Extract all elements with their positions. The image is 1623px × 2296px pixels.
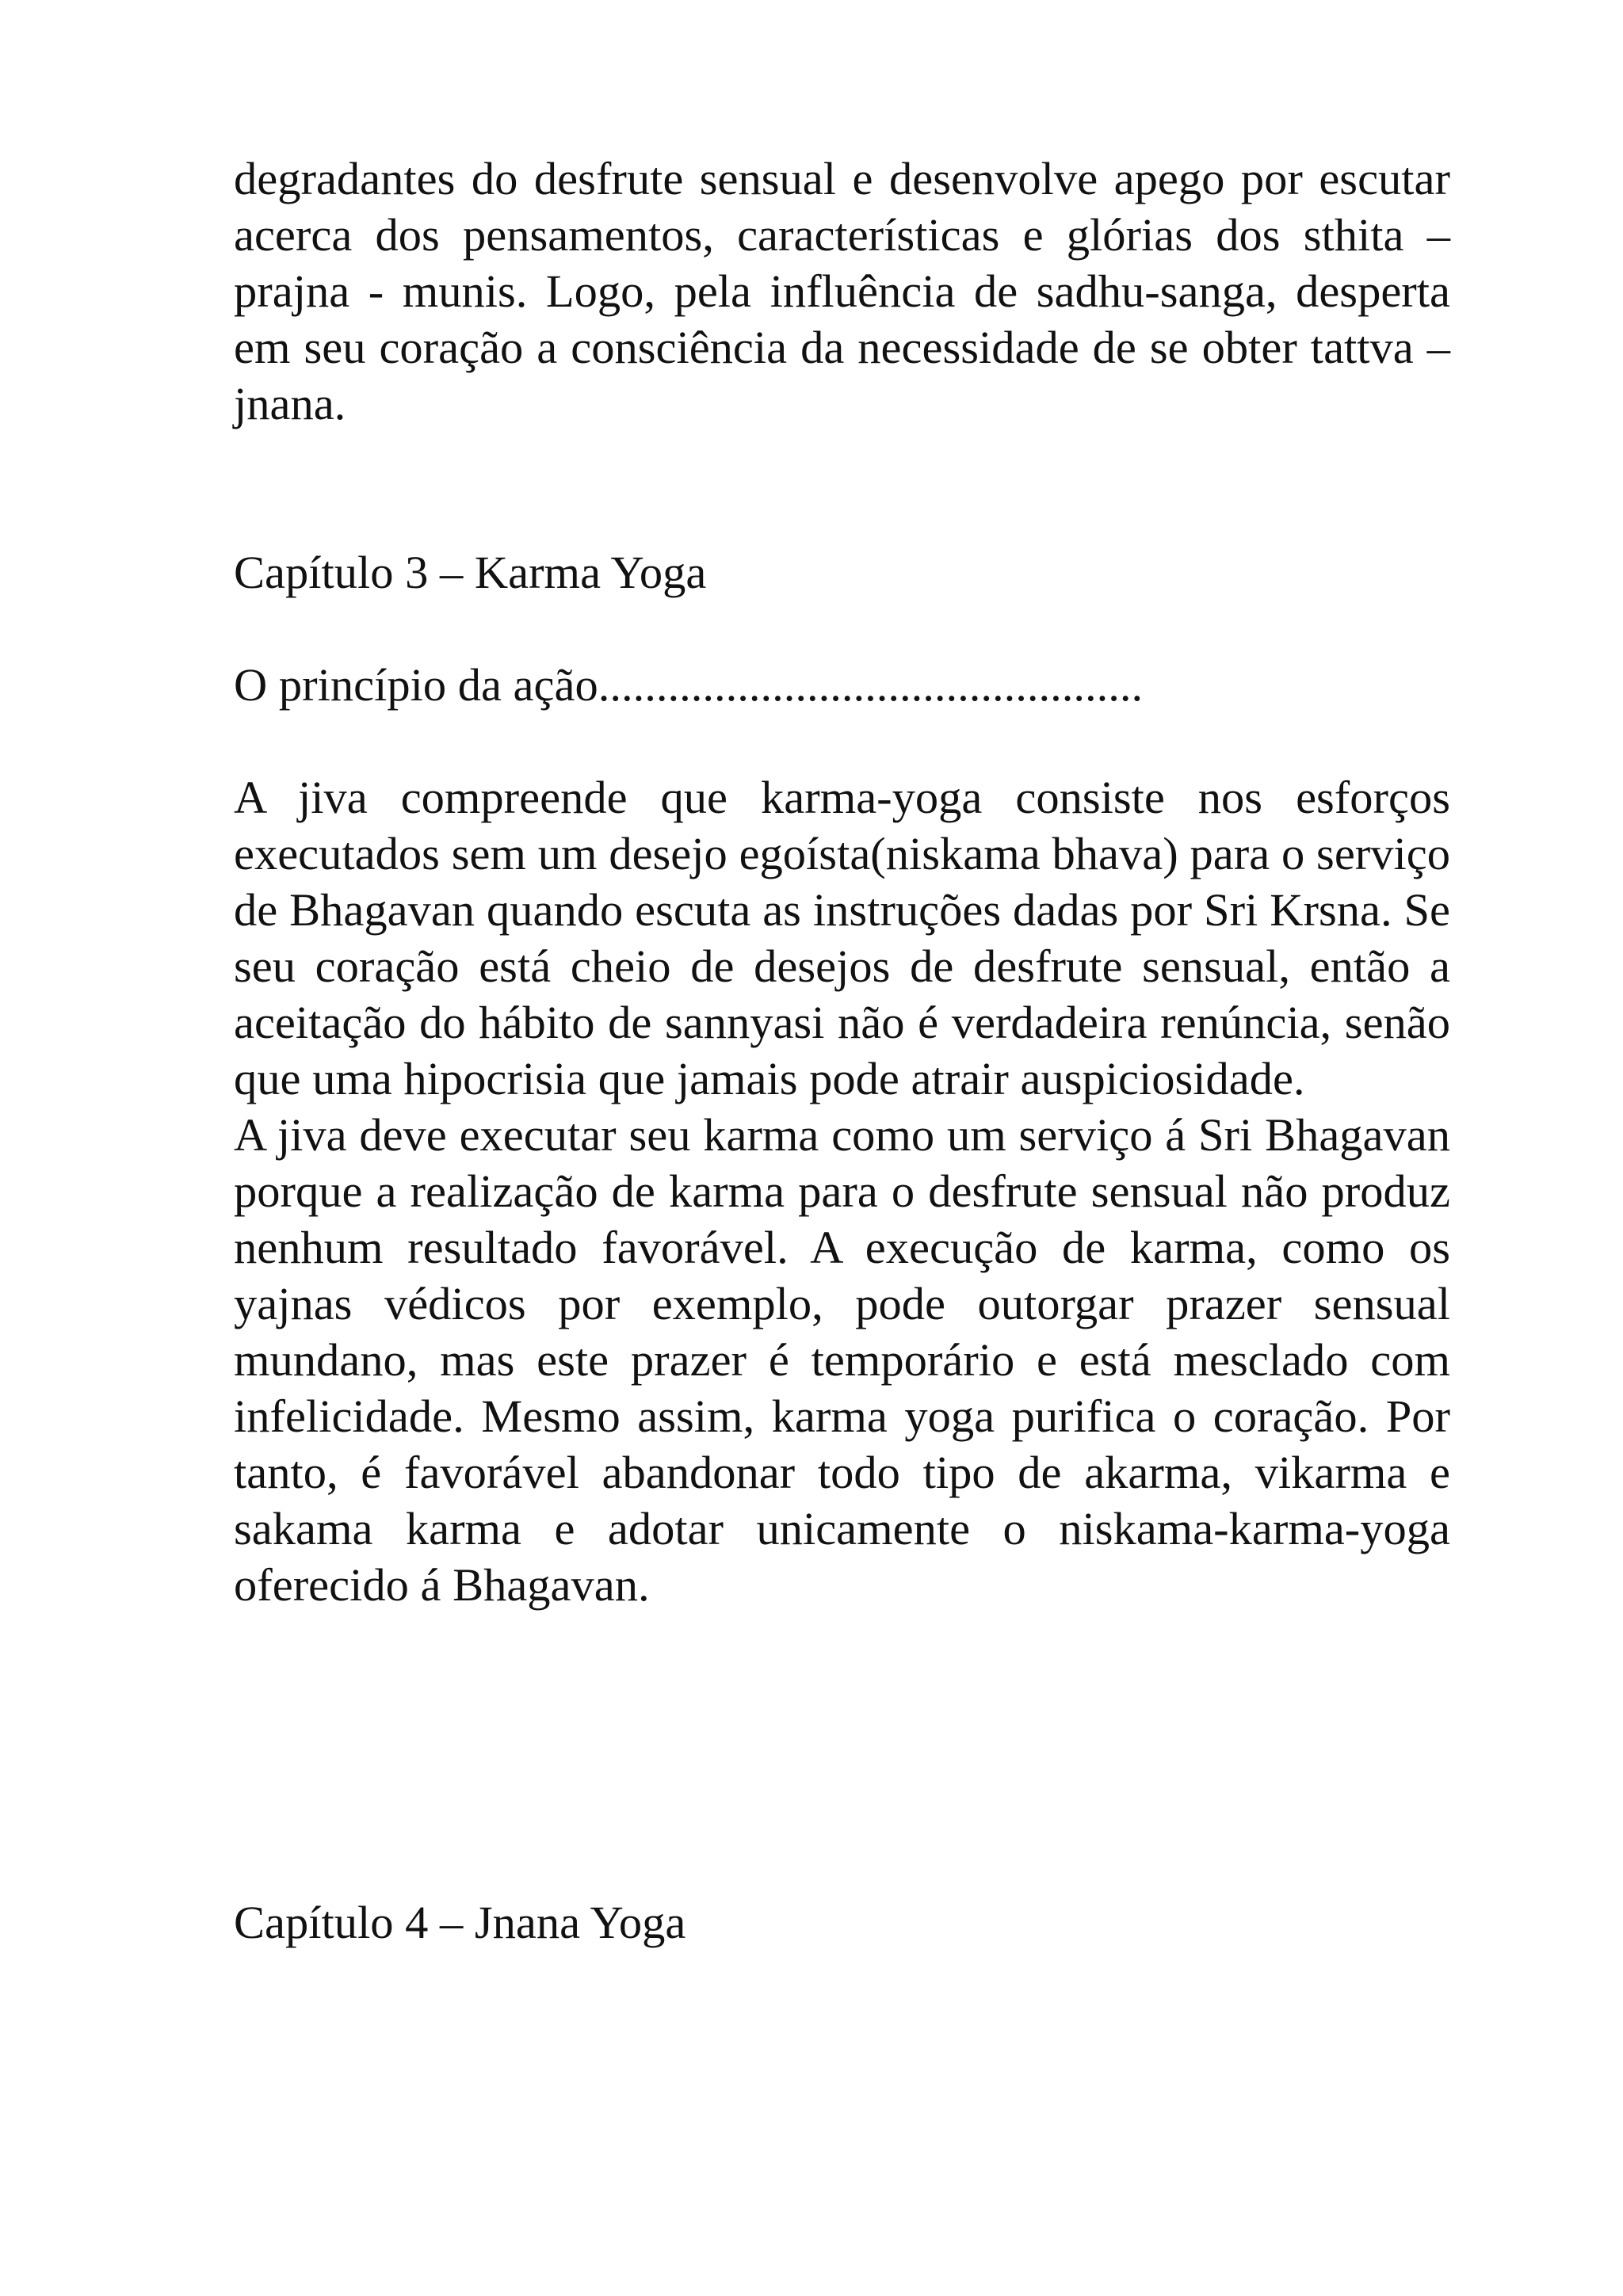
chapter-4-heading: Capítulo 4 – Jnana Yoga: [234, 1897, 686, 1948]
spacer: [234, 601, 1450, 657]
spacer: [234, 713, 1450, 769]
intro-paragraph: degradantes do desfrute sensual e desenvolve apego por escutar acerca dos pensamentos, características e glórias dos sthita – prajna - munis. Logo, pela influência de sadhu-sanga, desperta em seu coração a consciência da necessidade de se obter tattva – jnana.: [234, 153, 1450, 429]
page-content: [234, 151, 1450, 1951]
spacer: [234, 432, 1450, 544]
chapter-3-heading: Capítulo 3 – Karma Yoga: [234, 547, 707, 598]
karma-yoga-paragraph-1: A jiva compreende que karma-yoga consiste nos esforços executados sem um desejo egoísta(niskama bhava) para o serviço de Bhagavan quando escuta as instruções dadas por Sri Krsna. Se seu coração está cheio de desejos de desfrute sensual, então a aceitação do hábito de sannyasi não é verdadeira renúncia, senão que uma hipocrisia que jamais pode atrair auspiciosidade.: [234, 772, 1450, 1104]
section-heading: O princípio da ação...............................................: [234, 659, 1144, 711]
spacer: [234, 1613, 1450, 1894]
karma-yoga-paragraph-2: A jiva deve executar seu karma como um serviço á Sri Bhagavan porque a realização de karma para o desfrute sensual não produz nenhum resultado favorável. A execução de karma, como os yajnas védicos por exemplo, pode outorgar prazer sensual mundano, mas este prazer é temporário e está mesclado com infelicidade. Mesmo assim, karma yoga purifica o coração. Por tanto, é favorável abandonar todo tipo de akarma, vikarma e sakama karma e adotar unicamente o niskama-karma-yoga oferecido á Bhagavan.: [234, 1109, 1450, 1611]
